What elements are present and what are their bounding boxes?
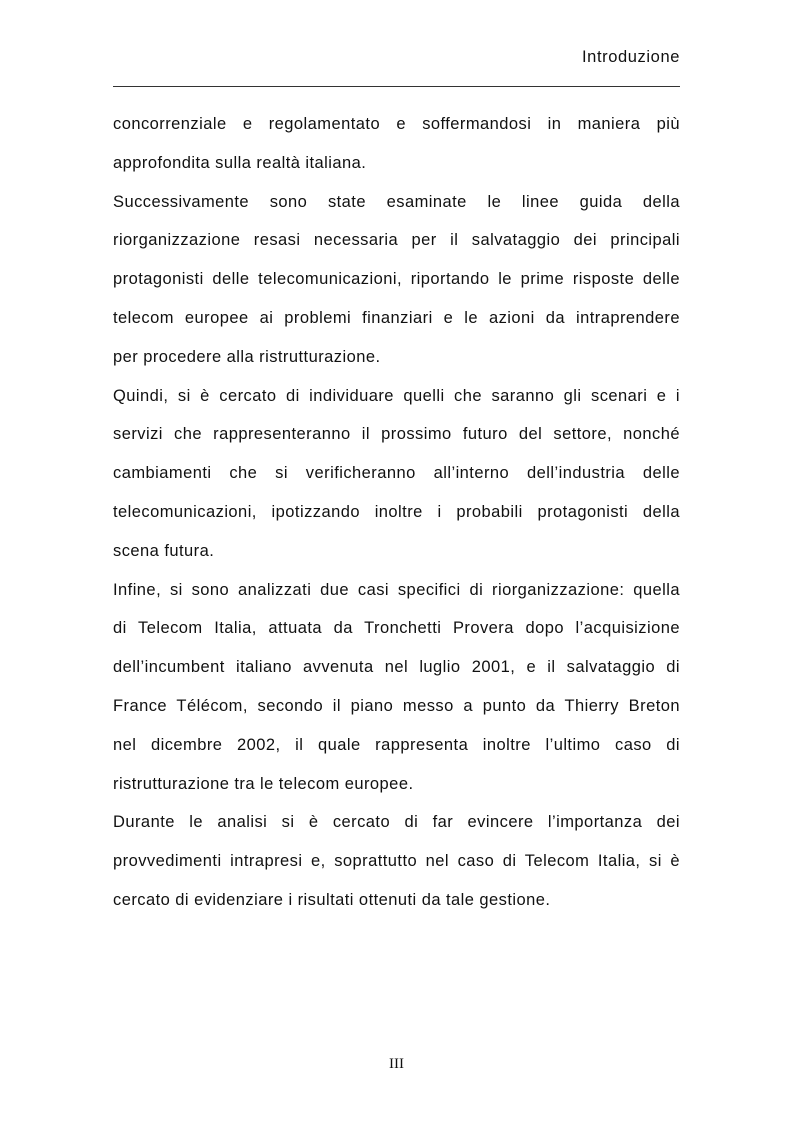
body-line: di Telecom Italia, attuata da Tronchetti Provera dopo l’acquisizione: [113, 619, 680, 638]
body-line: protagonisti delle telecomunicazioni, riportando le prime risposte delle: [113, 270, 680, 289]
body-text: [113, 105, 680, 920]
page-number: III: [389, 1056, 404, 1072]
body-line: France Télécom, secondo il piano messo a punto da Thierry Breton: [113, 696, 680, 715]
body-line: per procedere alla ristrutturazione.: [113, 347, 381, 366]
body-line: Successivamente sono state esaminate le linee guida della: [113, 192, 680, 211]
body-line: Infine, si sono analizzati due casi specifici di riorganizzazione: quella: [113, 580, 680, 599]
running-header-title: Introduzione: [581, 48, 680, 66]
body-line: telecom europee ai problemi finanziari e le azioni da intraprendere: [113, 308, 680, 327]
body-line: provvedimenti intrapresi e, soprattutto nel caso di Telecom Italia, si è: [113, 852, 680, 871]
body-line: cambiamenti che si verificheranno all’interno dell’industria delle: [113, 464, 680, 483]
body-line: riorganizzazione resasi necessaria per il salvataggio dei principali: [113, 231, 680, 250]
body-line: telecomunicazioni, ipotizzando inoltre i probabili protagonisti della: [113, 502, 680, 521]
body-line: concorrenziale e regolamentato e soffermandosi in maniera più: [113, 115, 680, 133]
body-line: Quindi, si è cercato di individuare quelli che saranno gli scenari e i: [113, 386, 680, 405]
header-rule: [113, 86, 680, 87]
body-line: ristrutturazione tra le telecom europee.: [113, 774, 414, 793]
body-line: Durante le analisi si è cercato di far evincere l’importanza dei: [113, 813, 680, 832]
body-line: scena futura.: [113, 541, 215, 560]
body-line: cercato di evidenziare i risultati ottenuti da tale gestione.: [113, 890, 551, 909]
body-line: dell’incumbent italiano avvenuta nel luglio 2001, e il salvataggio di: [113, 658, 680, 677]
body-line: servizi che rappresenteranno il prossimo futuro del settore, nonché: [113, 425, 680, 444]
body-line: approfondita sulla realtà italiana.: [113, 153, 367, 172]
body-line: nel dicembre 2002, il quale rappresenta inoltre l’ultimo caso di: [113, 735, 680, 754]
